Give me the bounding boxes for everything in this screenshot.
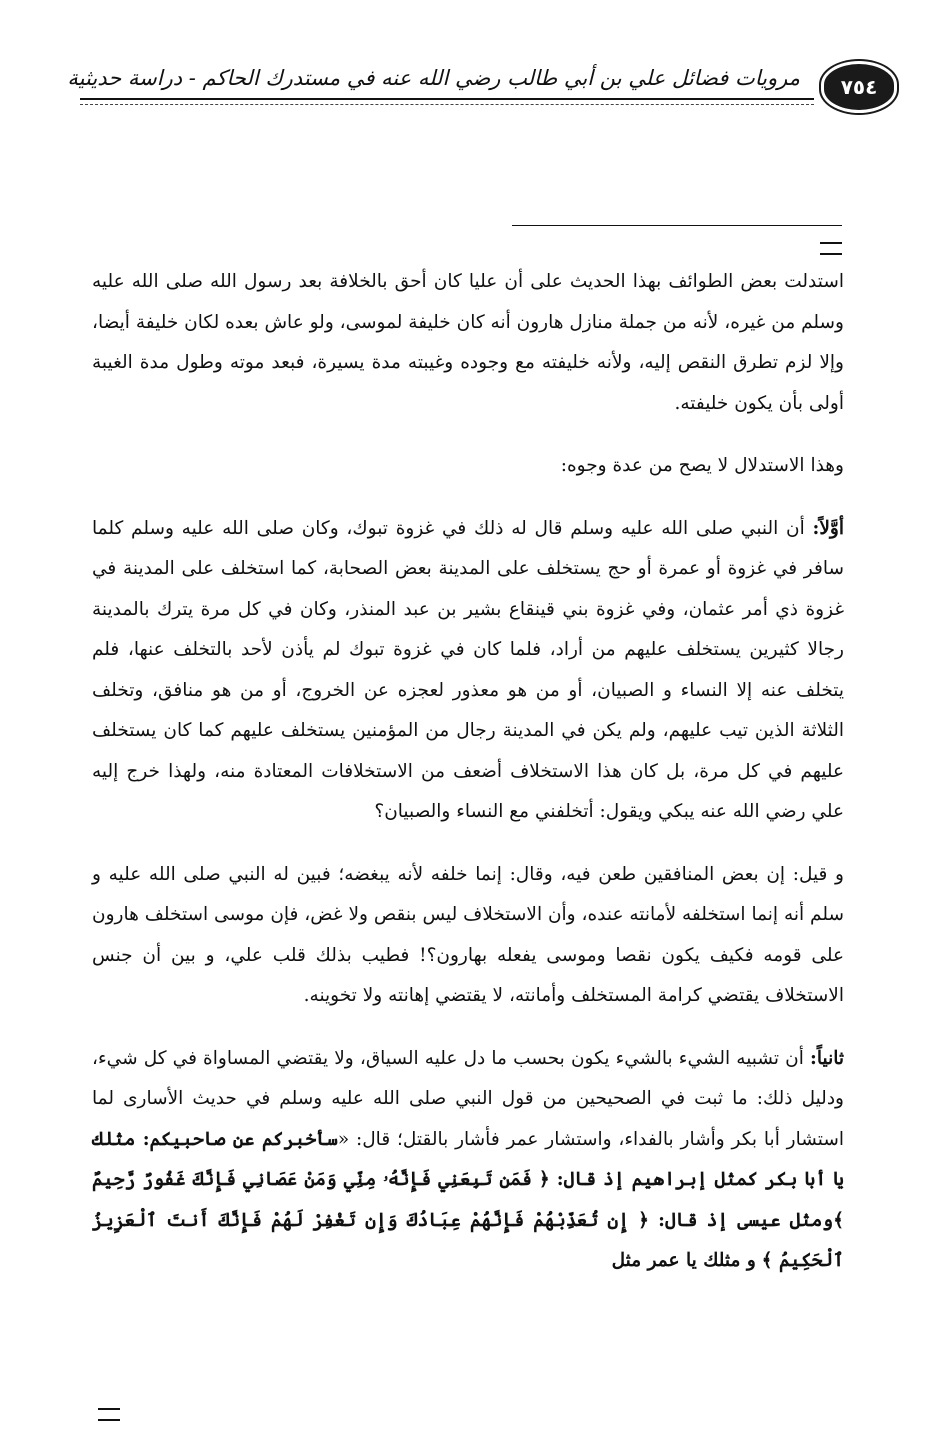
running-title: مرويات فضائل علي بن أبي طالب رضي الله عنه في مستدرك الحاكم - دراسة حديثية — [67, 66, 800, 90]
page-number-badge: ٧٥٤ — [824, 64, 894, 110]
continuation-mark-bottom — [98, 1408, 120, 1421]
hadith-quote-1: سأخبركم عن صاحبيكم: مثلك يا أبا بكر كمثل إبراهيم إذ قال: — [92, 1128, 844, 1190]
quran-verse-1: ﴿ فَمَن تَبِعَنِي فَإِنَّهُۥ مِنِّي وَمَنْ عَصَانِي فَإِنَّكَ غَفُورٌ رَّحِيمٌ ﴾ — [92, 1169, 844, 1231]
paragraph-3 — [92, 509, 844, 833]
header-rule — [80, 98, 814, 100]
page-header — [67, 64, 878, 104]
quran-verse-2: ﴿ إِن تُعَذِّبْهُمْ فَإِنَّهُمْ عِبَادُكَ وَإِن تَغْفِرْ لَهُمْ فَإِنَّكَ أَنتَ ٱلْعَزِيزُ ٱلْحَكِيمُ ﴾ — [92, 1209, 844, 1271]
page-body — [92, 262, 844, 1304]
header-dashed-rule — [80, 104, 814, 105]
paragraph-2: وهذا الاستدلال لا يصح من عدة وجوه: — [560, 455, 844, 476]
paragraph-5-text: أن تشبيه الشيء بالشيء يكون بحسب ما دل عليه السياق، ولا يقتضي المساواة في كل شيء، ودليل ذلك: ما ثبت في الصحيحين من قول النبي صلى الله عليه وسلم في حديث الأسارى لما استشار أبا بكر وأشار بالفداء، واستشار عمر فأشار بالقتل؛ قال: « — [92, 1047, 844, 1150]
paragraph-5 — [92, 1039, 844, 1282]
hadith-quote-3: و مثلك يا عمر مثل — [611, 1250, 756, 1271]
point-one-label: أوَّلاً: — [812, 517, 844, 539]
point-two-label: ثانياً: — [810, 1047, 844, 1069]
continuation-mark-top — [820, 242, 842, 255]
paragraph-4: و قيل: إن بعض المنافقين طعن فيه، وقال: إنما خلفه لأنه يبغضه؛ فبين له النبي صلى الله عليه و سلم أنه إنما استخلفه لأمانته عنده، وأن الاستخلاف ليس بنقص ولا غض، فإن موسى استخلف هارون على قومه فكيف يكون نقصا وموسى يفعله بهارون؟! فطيب بذلك قلب علي، و بين أن جنس الاستخلاف يقتضي كرامة المستخلف وأمانته، لا يقتضي إهانته ولا تخوينه. — [92, 863, 844, 1006]
footnote-separator-rule — [512, 225, 842, 226]
hadith-quote-2: ومثل عيسى إذ قال: — [658, 1209, 834, 1231]
paragraph-1: استدلت بعض الطوائف بهذا الحديث على أن عليا كان أحق بالخلافة بعد رسول الله صلى الله عليه وسلم من غيره، لأنه من جملة منازل هارون أنه كان خليفة لموسى، ولو عاش بعده لكان خليفة أيضا، وإلا لزم تطرق النقص إليه، ولأنه خليفته مع وجوده وغيبته مدة يسيرة، فبعد موته وطول مدة الغيبة أولى بأن يكون خليفته. — [92, 271, 844, 414]
paragraph-3-text: أن النبي صلى الله عليه وسلم قال له ذلك في غزوة تبوك، وكان صلى الله عليه وسلم كلما سافر في غزوة أو عمرة أو حج يستخلف على المدينة بعض الصحابة، كما استخلف على المدينة في غزوة ذي أمر عثمان، وفي غزوة بني قينقاع بشير بن عبد المنذر، وكان في كل مرة يترك بالمدينة رجالا كثيرين يستخلف عليهم من أراد، فلما كان في غزوة تبوك لم يأذن لأحد بالتخلف عنها، فلم يتخلف عنه إلا النساء و الصبيان، أو من هو معذور لعجزه عن الخروج، أو من هو منافق، وتخلف الثلاثة الذين تيب عليهم، ولم يكن في المدينة رجال من المؤمنين يستخلف عليهم كما كان يستخلف عليهم في كل مرة، بل كان هذا الاستخلاف أضعف من الاستخلافات المعتادة منه، ولهذا خرج إليه علي رضي الله عنه يبكي ويقول: أتخلفني مع النساء والصبيان؟ — [92, 517, 844, 822]
